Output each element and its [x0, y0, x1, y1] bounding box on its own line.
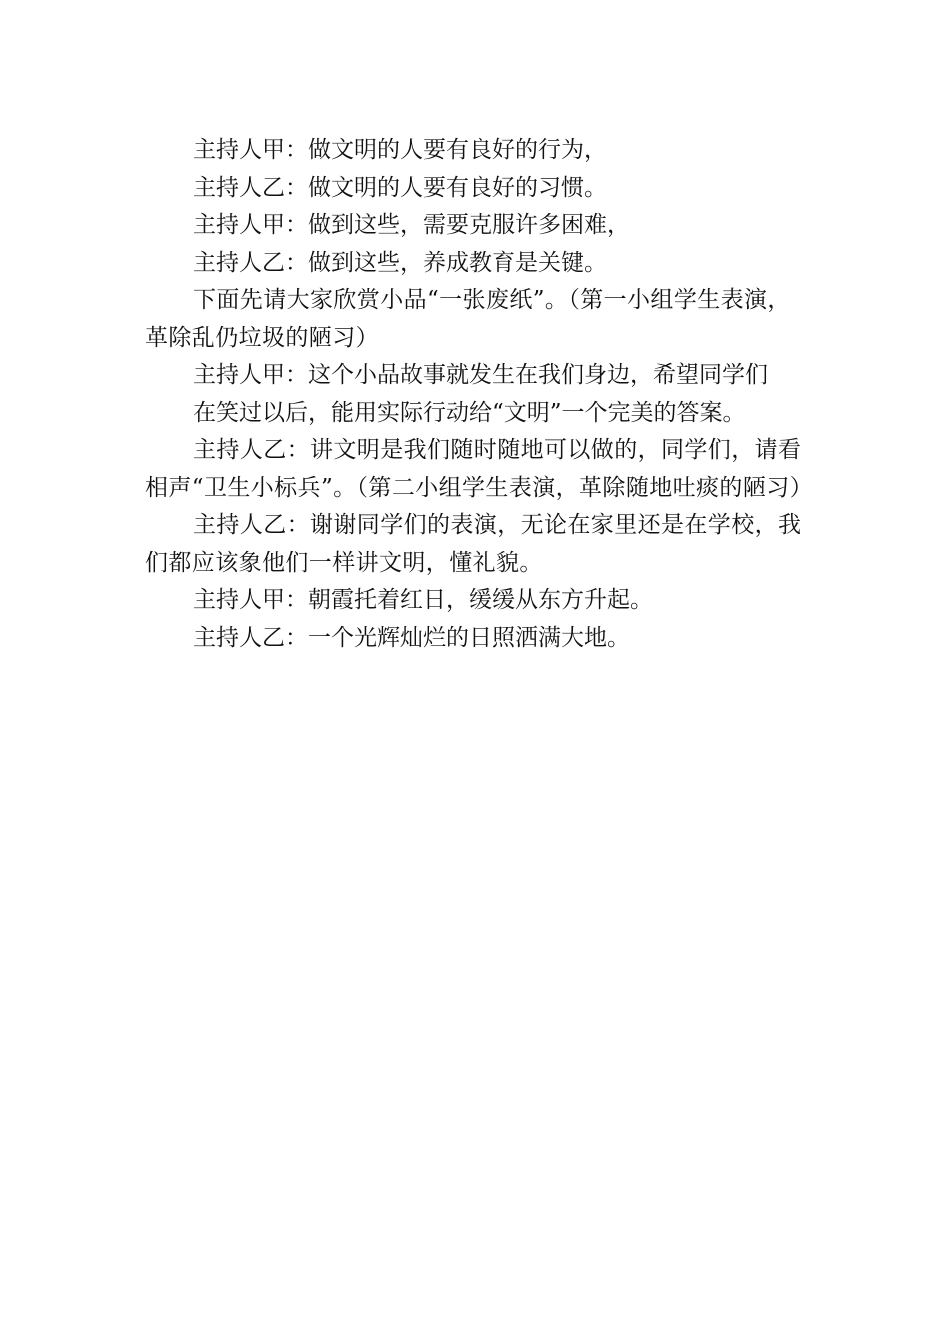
paragraph-host-a-3-continued: 在笑过以后，能用实际行动给“文明”一个完美的答案。: [193, 399, 746, 426]
document-body: [145, 132, 814, 657]
paragraph-host-a-1: 主持人甲：做文明的人要有良好的行为，: [193, 137, 607, 163]
paragraph-host-b-2: 主持人乙：做到这些，养成教育是关键。: [193, 249, 607, 276]
paragraph-skit-intro: 下面先请大家欣赏小品“一张废纸”。（第一小组学生表演，革除乱仍垃圾的陋习）: [145, 287, 791, 351]
paragraph-host-b-5: 主持人乙：一个光辉灿烂的日照洒满大地。: [193, 624, 630, 651]
paragraph-host-b-1: 主持人乙：做文明的人要有良好的习惯。: [193, 174, 607, 201]
paragraph-host-a-4: 主持人甲：朝霞托着红日，缓缓从东方升起。: [193, 587, 653, 613]
paragraph-host-b-3: 主持人乙：讲文明是我们随时随地可以做的，同学们，请看相声“卫生小标兵”。（第二小组学生表演，革除随地吐痰的陋习）: [145, 437, 814, 501]
paragraph-host-a-3: 主持人甲：这个小品故事就发生在我们身边，希望同学们: [193, 362, 768, 388]
paragraph-host-b-4: 主持人乙：谢谢同学们的表演，无论在家里还是在学校，我们都应该象他们一样讲文明，懂礼貌。: [145, 512, 802, 576]
paragraph-host-a-2: 主持人甲：做到这些，需要克服许多困难，: [193, 212, 630, 238]
